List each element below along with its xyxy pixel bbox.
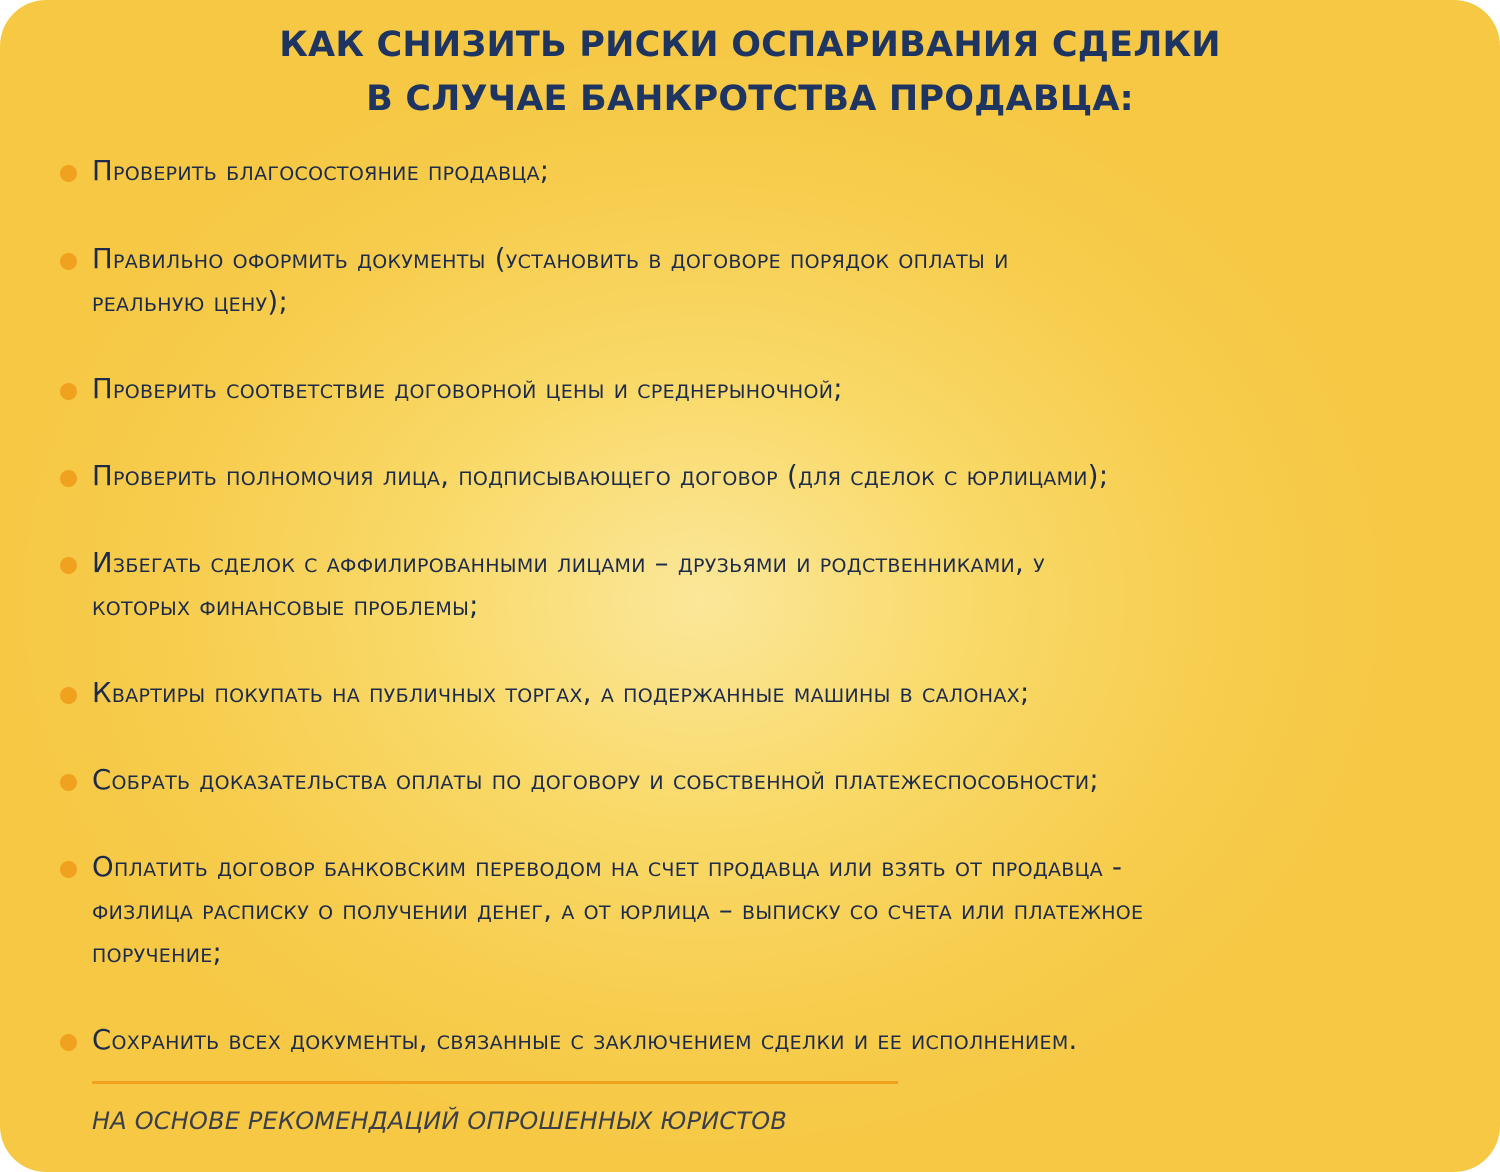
divider (92, 1081, 898, 1084)
list-item-text (92, 846, 1462, 975)
list-item-text (92, 1019, 1462, 1062)
list-item-line: Оплатить договор банковским переводом на счет продавца или взять от продавца - (92, 851, 1123, 883)
title-line-1: КАК СНИЗИТЬ РИСКИ ОСПАРИВАНИЯ СДЕЛКИ (279, 25, 1221, 65)
list-item-text (92, 455, 1462, 498)
page-title (0, 18, 1500, 126)
bullet-dot-icon (60, 470, 77, 487)
bullet-dot-icon (60, 687, 77, 704)
list-item-line: Собрать доказательства оплаты по договору и собственной платежеспособности; (92, 764, 1099, 796)
bullet-dot-icon (60, 383, 77, 400)
list-item-line: физлица расписку о получении денег, а от юрлица – выписку со счета или платежное (92, 894, 1144, 926)
bullet-dot-icon (60, 861, 77, 878)
source-note: НА ОСНОВЕ РЕКОМЕНДАЦИЙ ОПРОШЕННЫХ ЮРИСТОВ (92, 1107, 788, 1135)
list-item-line: Проверить полномочия лица, подписывающего договор (для сделок с юрлицами); (92, 460, 1109, 492)
list-item-text (92, 542, 1462, 628)
list-item-text (92, 672, 1462, 715)
list-item-text (92, 368, 1462, 411)
list-item-text (92, 759, 1462, 802)
list-item-line: Правильно оформить документы (установить в договоре порядок оплаты и (92, 243, 1009, 275)
list-item-line: Избегать сделок с аффилированными лицами – друзьями и родственниками, у (92, 547, 1046, 579)
list-item-line: которых финансовые проблемы; (92, 590, 479, 622)
title-line-2: В СЛУЧАЕ БАНКРОТСТВА ПРОДАВЦА: (366, 79, 1134, 119)
bullet-dot-icon (60, 774, 77, 791)
list-item-line: Проверить благосостояние продавца; (92, 155, 550, 187)
list-item-line: Квартиры покупать на публичных торгах, а подержанные машины в салонах; (92, 677, 1030, 709)
bullet-dot-icon (60, 253, 77, 270)
bullet-dot-icon (60, 557, 77, 574)
bullet-dot-icon (60, 1034, 77, 1051)
list-item-line: поручение; (92, 937, 223, 969)
list-item-text (92, 150, 1462, 193)
list-item-line: реальную цену); (92, 286, 289, 318)
list-item-line: Сохранить всех документы, связанные с заключением сделки и ее исполнением. (92, 1024, 1078, 1056)
bullet-dot-icon (60, 165, 77, 182)
list-item-text (92, 238, 1462, 324)
list-item-line: Проверить соответствие договорной цены и среднерыночной; (92, 373, 843, 405)
